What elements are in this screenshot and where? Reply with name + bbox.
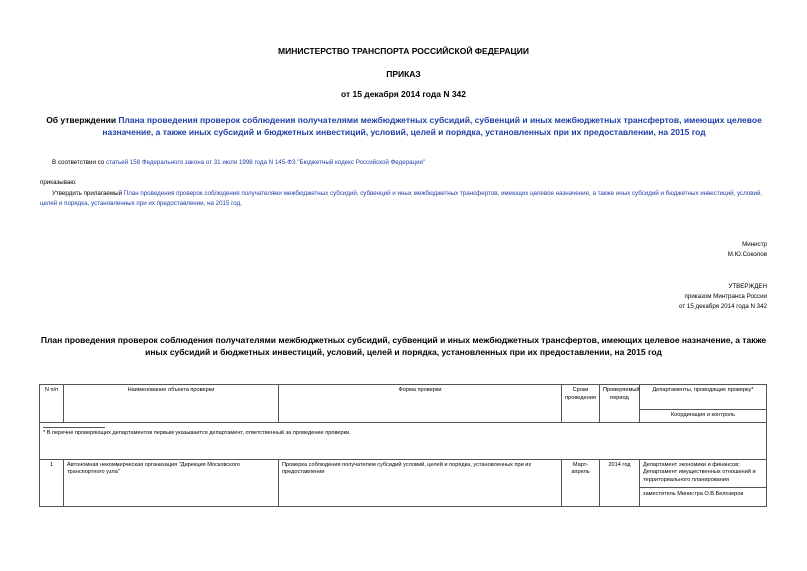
order-title-prefix: Об утверждении	[46, 115, 119, 125]
approved-date: от 15 декабря 2014 года N 342	[679, 303, 767, 310]
footnote-cell	[40, 422, 767, 459]
row-num: 1	[40, 459, 64, 506]
header-num: N п/п	[40, 385, 64, 423]
header-object: Наименование объекта проверки	[64, 385, 279, 423]
plan-link[interactable]: Плана проведения проверок соблюдения получателями межбюджетных субсидий, субвенций и иных межбюджетных трансфертов, имеющих целевое назначение, а также иных субсидий и бюджетных инвестиций, условий, целей и порядка, установленных при их предоставлении, на 2015 год	[102, 115, 762, 137]
row-object: Автономная некоммерческая организация "Дирекция Московского транспортного узла"	[64, 459, 279, 506]
row-coordination: заместитель Министра О.В.Белозеров	[640, 487, 766, 499]
approve-prefix: Утвердить прилагаемый	[52, 190, 124, 197]
order-title	[44, 114, 764, 138]
signature-block	[728, 240, 767, 260]
footnote-text: * В перечне проверяющих департаментов первым указывается департамент, ответственный за проведение проверки.	[43, 429, 351, 436]
signer-position: Министр	[742, 241, 767, 248]
table-row	[40, 459, 767, 506]
row-terms: Март-апрель	[562, 459, 600, 506]
document-type: ПРИКАЗ	[386, 69, 421, 79]
header-terms: Сроки проведения	[562, 385, 600, 423]
approve-paragraph	[40, 189, 766, 208]
approved-plan-link[interactable]: План проведения проверок соблюдения получателями межбюджетных субсидий, субвенций и иных межбюджетных трансфертов, имеющих целевое назначение, а также иных субсидий и бюджетных инвестиций, условий, целей и порядка, установленных при их предоставлении, на 2015 год	[40, 190, 763, 207]
ministry-name: МИНИСТЕРСТВО ТРАНСПОРТА РОССИЙСКОЙ ФЕДЕРАЦИИ	[278, 46, 529, 56]
footnote-row	[40, 422, 767, 459]
row-departments: Департамент экономики и финансов; Департамент имущественных отношений и территориального планирования	[643, 461, 756, 483]
signer-name: М.Ю.Соколов	[727, 251, 767, 258]
budget-code-link[interactable]: статьей 158 Федерального закона от 31 июля 1998 года N 145-ФЗ "Бюджетный кодекс Российской Федерации"	[105, 159, 426, 166]
row-form: Проверка соблюдения получателем субсидий условий, целей и порядка, установленных при их предоставлении	[279, 459, 562, 506]
row-departments-cell	[640, 459, 767, 506]
approved-by: приказом Минтранса России	[684, 293, 767, 300]
legal-basis	[52, 159, 425, 166]
order-word: приказываю:	[40, 179, 77, 186]
header-form: Форма проверки	[279, 385, 562, 423]
plan-title: План проведения проверок соблюдения получателями межбюджетных субсидий, субвенций и иных межбюджетных трансфертов, имеющих целевое назначение, а также иных субсидий и бюджетных инвестиций, условий, целей и порядка, установленных при их предоставлении, на 2015 год	[40, 335, 767, 357]
header-period: Проверяемый период	[600, 385, 640, 423]
approved-label: УТВЕРЖДЕН	[728, 283, 767, 290]
plan-table	[39, 384, 767, 507]
header-coordination: Координация и контроль	[640, 410, 767, 423]
footnote-rule	[43, 427, 105, 428]
header-departments: Департаменты, проводящие проверку*	[640, 385, 767, 410]
approve-suffix: .	[240, 199, 242, 207]
legal-basis-prefix: В соответствии со	[52, 159, 106, 166]
row-period: 2014 год	[600, 459, 640, 506]
document-date-number: от 15 декабря 2014 года N 342	[340, 89, 467, 99]
table-header-row	[40, 385, 767, 410]
approval-stamp	[679, 282, 767, 312]
